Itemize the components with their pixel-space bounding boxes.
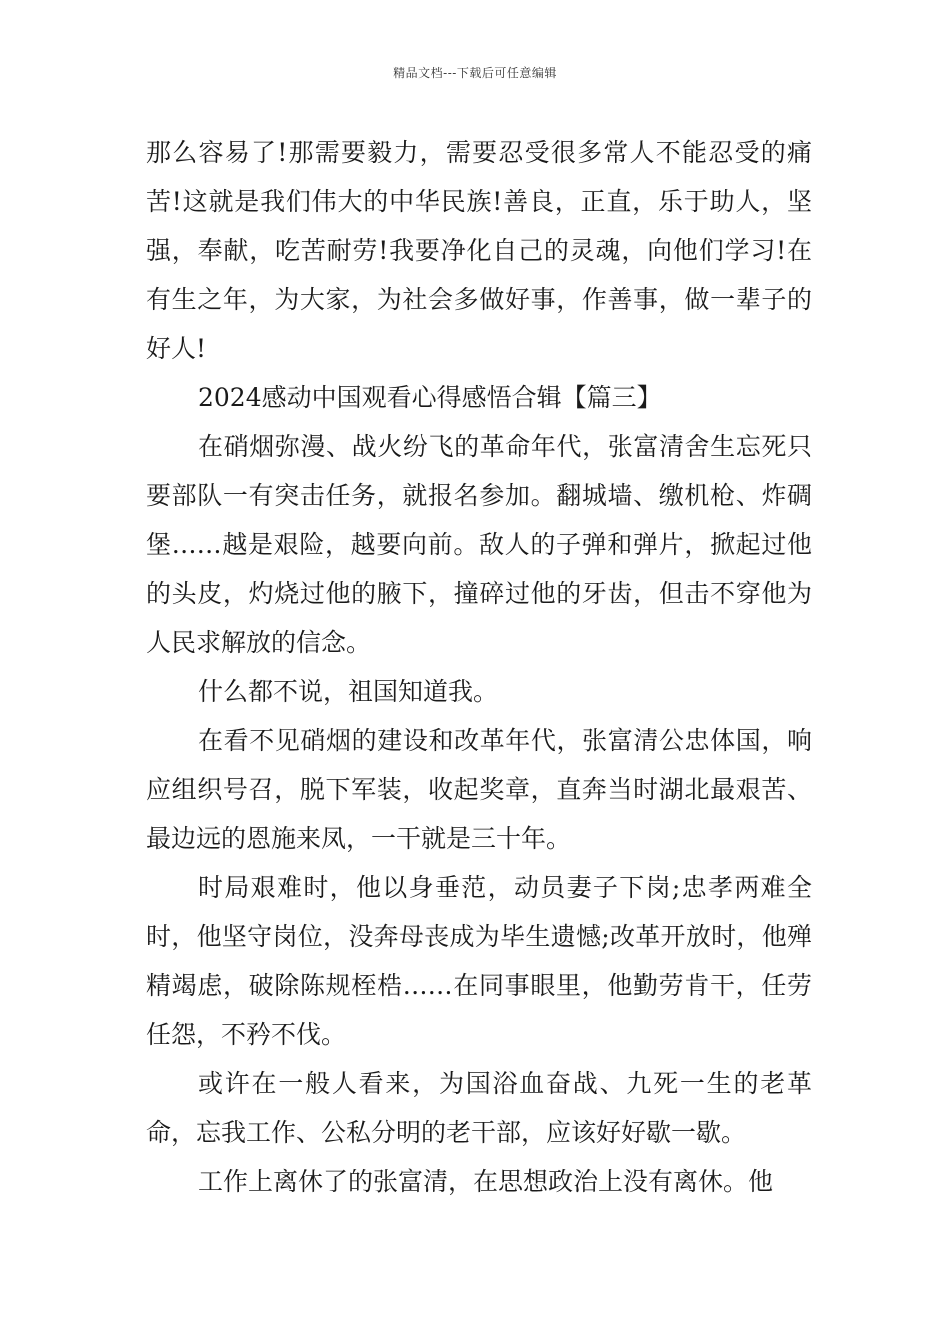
document-body [146,128,812,1206]
paragraph: 在看不见硝烟的建设和改革年代，张富清公忠体国，响应组织号召，脱下军装，收起奖章，直奔当时湖北最艰苦、最边远的恩施来凤，一干就是三十年。 [146,726,812,853]
paragraph-truncated: 工作上离休了的张富清，在思想政治上没有离休。他 [198,1167,774,1196]
section-heading: 2024感动中国观看心得感悟合辑【篇三】 [198,383,662,412]
paragraph: 时局艰难时，他以身垂范，动员妻子下岗;忠孝两难全时，他坚守岗位，没奔母丧成为毕生遗憾;改革开放时，他殚精竭虑，破除陈规桎梏……在同事眼里，他勤劳肯干，任劳任怨，不矜不伐。 [146,873,812,1049]
page-header: 精品文档---下载后可任意编辑 [393,66,557,80]
paragraph: 或许在一般人看来，为国浴血奋战、九死一生的老革命，忘我工作、公私分明的老干部，应该好好歇一歇。 [146,1069,812,1147]
paragraph: 什么都不说，祖国知道我。 [198,677,499,706]
paragraph-continuation: 那么容易了!那需要毅力，需要忍受很多常人不能忍受的痛苦!这就是我们伟大的中华民族!善良，正直，乐于助人，坚强，奉献，吃苦耐劳!我要净化自己的灵魂，向他们学习!在有生之年，为大家，为社会多做好事，作善事，做一辈子的好人! [146,138,812,363]
paragraph: 在硝烟弥漫、战火纷飞的革命年代，张富清舍生忘死只要部队一有突击任务，就报名参加。翻城墙、缴机枪、炸碉堡……越是艰险，越要向前。敌人的子弹和弹片，掀起过他的头皮，灼烧过他的腋下，撞碎过他的牙齿，但击不穿他为人民求解放的信念。 [146,432,812,657]
